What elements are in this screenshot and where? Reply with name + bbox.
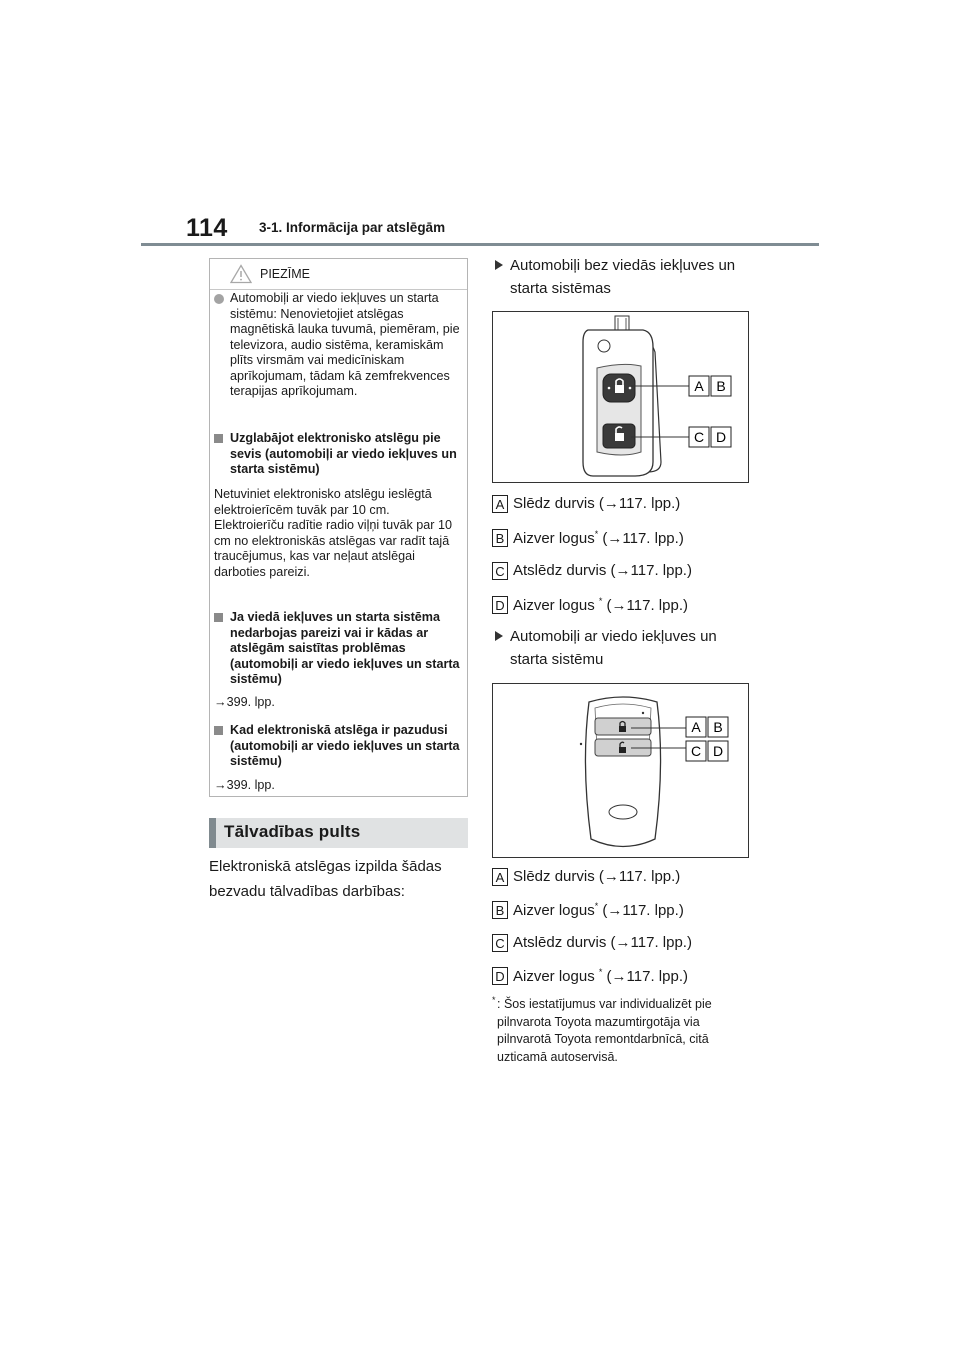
- note-header: [210, 259, 467, 290]
- note-box: [209, 258, 468, 797]
- legend-letter: B: [492, 529, 508, 547]
- footnote: [492, 996, 754, 1066]
- legend-text: Atslēdz durvis (→117. lpp.): [513, 562, 692, 579]
- legend-text: Aizver logus: [513, 902, 595, 919]
- folding-key-illustration: [493, 312, 748, 482]
- body-text: Elektroniskā atslēgas izpilda šādas bezvadu tālvadības darbības:: [209, 858, 442, 900]
- variant2-title: Automobiļi ar viedo iekļuves un starta sistēmu: [510, 628, 717, 668]
- page-number: 114: [186, 214, 228, 242]
- note-reference: →399. lpp.: [214, 695, 275, 709]
- note-subheading: Ja viedā iekļuves un starta sistēma nedarbojas pareizi vai ir kādas ar atslēgām saistītas problēmas (automobiļi ar viedo iekļuves un starta sistēmu): [230, 610, 460, 686]
- note-item-3: [214, 610, 460, 688]
- legend-ref: (→117. lpp.): [598, 530, 684, 547]
- section-heading-label: Tālvadības pults: [224, 822, 361, 841]
- legend-ref: (→117. lpp.): [602, 968, 688, 985]
- label-c: C: [690, 743, 702, 759]
- header-rule: [141, 243, 819, 246]
- legend-ref: (→117. lpp.): [602, 597, 688, 614]
- legend-text: Slēdz durvis (→117. lpp.): [513, 495, 681, 512]
- note-title: PIEZĪME: [260, 267, 311, 281]
- legend-letter: D: [492, 967, 508, 985]
- section-title: 3-1. Informācija par atslēgām: [259, 220, 446, 235]
- section-heading: [209, 818, 468, 848]
- label-a: A: [694, 378, 704, 394]
- square-bullet-icon: [214, 613, 223, 622]
- note-reference: →399. lpp.: [214, 778, 275, 792]
- footnote-asterisk: *: [492, 995, 496, 1005]
- legend-text-wrap: [513, 901, 684, 919]
- legend-text: Aizver logus: [513, 597, 599, 614]
- note-subheading: Kad elektroniskā atslēga ir pazudusi (automobiļi ar viedo iekļuves un starta sistēmu): [230, 723, 460, 768]
- triangle-bullet-icon: [495, 260, 503, 270]
- label-b: B: [716, 378, 726, 394]
- warning-icon: [230, 264, 252, 284]
- note-text: Netuviniet elektronisko atslēgu ieslēgtā elektroierīcēm tuvāk par 10 cm. Elektroierīču radītie radio viļņi tuvāk par 10 cm no elektroniskās atslēgas var radīt tajā traucējumus, kas var neļaut atslēgai darboties pareizi.: [214, 487, 452, 579]
- note-item-4: [214, 723, 460, 770]
- footnote-marker: *: [598, 967, 603, 977]
- legend-text-wrap: [513, 596, 688, 614]
- smart-key-illustration: [493, 684, 748, 857]
- note-text: Automobiļi ar viedo iekļuves un starta sistēmu: Nenovietojiet atslēgas magnētiskā lauka tuvumā, piemēram, pie televizora, audio sistēma, keramiskām plīts virsmām vai medicīniskam aprīkojumam, tādam kā zemfrekvences terapijas aprīkojumam.: [230, 291, 460, 398]
- square-bullet-icon: [214, 434, 223, 443]
- footnote-marker: *: [594, 901, 599, 911]
- triangle-bullet-icon: [495, 631, 503, 641]
- footnote-marker: *: [598, 596, 603, 606]
- label-b: B: [713, 719, 723, 735]
- key-figure-2: [492, 683, 749, 858]
- legend-ref: (→117. lpp.): [598, 902, 684, 919]
- footnote-text: : Šos iestatījumus var individualizēt pie pilnvarota Toyota mazumtirgotāja via pilnvarotā Toyota remontdarbnīcā, citā uzticamā autoservisā.: [497, 997, 712, 1064]
- legend-letter: D: [492, 596, 508, 614]
- legend-letter: C: [492, 934, 508, 952]
- legend-text: Slēdz durvis (→117. lpp.): [513, 868, 681, 885]
- note-subheading: Uzglabājot elektronisko atslēgu pie sevis (automobiļi ar viedo iekļuves un starta sistēmu): [230, 431, 457, 476]
- label-a: A: [691, 719, 701, 735]
- legend-text-wrap: [513, 967, 688, 985]
- variant1-title: Automobiļi bez viedās iekļuves un starta sistēmas: [510, 257, 736, 297]
- circle-bullet-icon: [214, 294, 224, 304]
- legend-text: Atslēdz durvis (→117. lpp.): [513, 934, 692, 951]
- legend-letter: B: [492, 901, 508, 919]
- label-d: D: [712, 743, 724, 759]
- note-item-2: [214, 431, 460, 478]
- legend-text-wrap: [513, 529, 684, 547]
- legend-letter: A: [492, 495, 508, 513]
- note-item-1: [214, 291, 460, 400]
- legend-text: Aizver logus: [513, 968, 599, 985]
- legend-letter: C: [492, 562, 508, 580]
- legend-text: Aizver logus: [513, 530, 595, 547]
- heading-accent-bar: [209, 818, 216, 848]
- key-figure-1: [492, 311, 749, 483]
- label-d: D: [715, 429, 727, 445]
- footnote-marker: *: [594, 529, 599, 539]
- square-bullet-icon: [214, 726, 223, 735]
- label-c: C: [693, 429, 705, 445]
- legend-letter: A: [492, 868, 508, 886]
